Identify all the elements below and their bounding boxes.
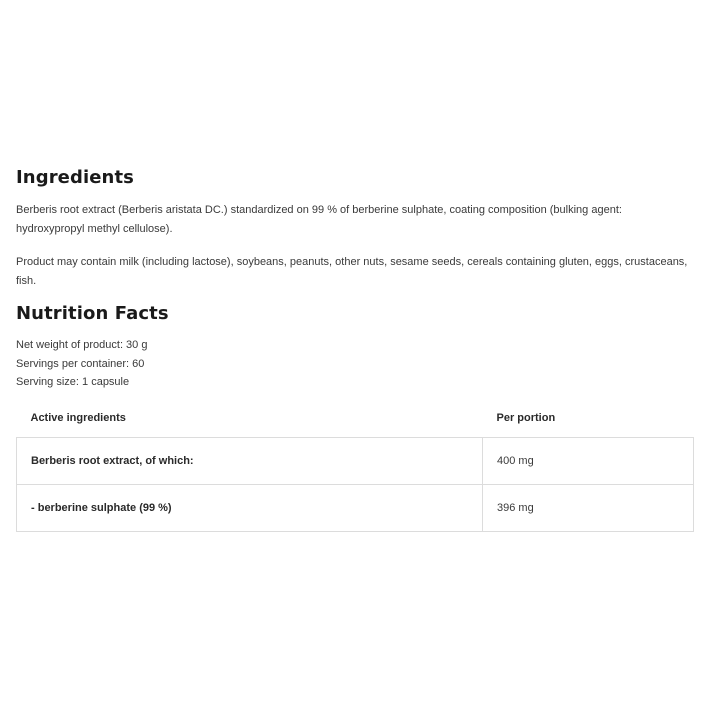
table-row [17, 485, 694, 532]
nutrition-facts-list [16, 336, 693, 392]
ingredient-amount-cell: 396 mg [483, 485, 694, 532]
allergen-warning-text: Product may contain milk (including lactose), soybeans, peanuts, other nuts, sesame seeds, cereals containing gluten, eggs, crustaceans, fish. [16, 256, 688, 287]
column-header-active-ingredients: Active ingredients [30, 412, 126, 425]
ingredient-name-cell: Berberis root extract, of which: [17, 438, 483, 485]
net-weight-text: Net weight of product: 30 g [16, 339, 148, 351]
serving-size-text: Serving size: 1 capsule [16, 376, 130, 388]
servings-per-container-text: Servings per container: 60 [16, 357, 145, 370]
table-header-row [17, 404, 694, 438]
ingredients-composition-text: Berberis root extract (Berberis aristata DC.) standardized on 99 % of berberine sulphate, coating composition (bulking agent: hydroxypropyl methyl cellulose). [16, 204, 622, 235]
ingredient-amount-cell: 400 mg [483, 438, 694, 485]
product-info [16, 166, 693, 532]
column-header-per-portion: Per portion [496, 412, 556, 425]
table-row [17, 438, 694, 485]
nutrition-facts-heading: Nutrition Facts [16, 303, 169, 324]
ingredients-heading: Ingredients [16, 167, 134, 188]
active-ingredients-table [16, 404, 694, 533]
ingredient-name-cell: - berberine sulphate (99 %) [17, 485, 483, 532]
